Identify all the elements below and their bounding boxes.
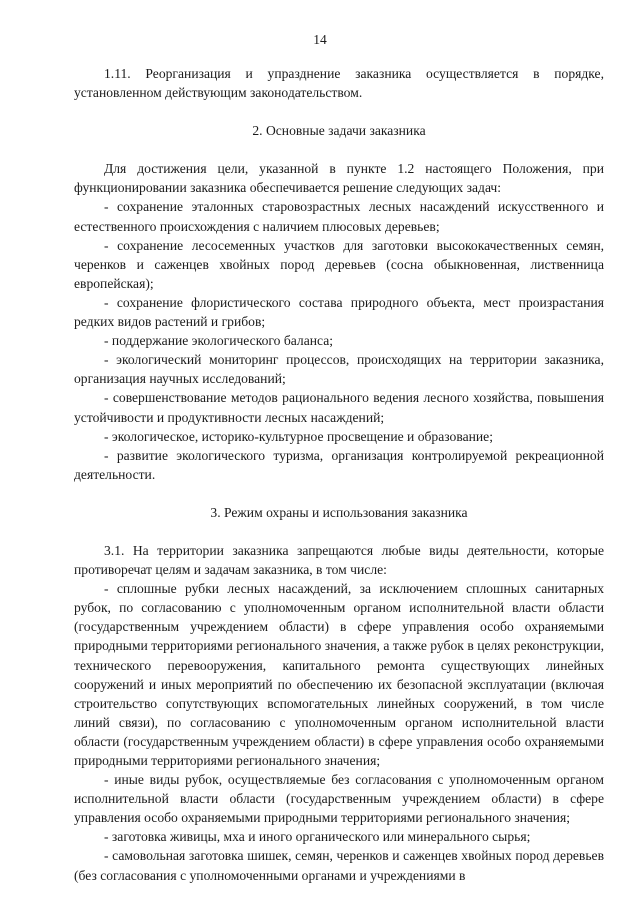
list-item: - экологический мониторинг процессов, происходящих на территории заказника, организация научных исследований; xyxy=(74,352,604,387)
list-item: - экологическое, историко-культурное просвещение и образование; xyxy=(104,428,493,444)
section-heading-3: 3. Режим охраны и использования заказника xyxy=(210,504,468,520)
paragraph-3-1: 3.1. На территории заказника запрещаются любые виды деятельности, которые противоречат целям и задачам заказника, в том числе: xyxy=(74,542,604,578)
list-item: - заготовка живицы, мха и иного органического или минерального сырья; xyxy=(104,829,531,845)
document-body xyxy=(74,64,604,885)
list-item: - иные виды рубок, осуществляемые без согласования с уполномоченным органом исполнительной власти области (государственным учреждением области) в сфере управления особо охраняемыми природными территориями регионального значения; xyxy=(74,772,604,826)
list-item: - поддержание экологического баланса; xyxy=(104,333,334,349)
list-item: - совершенствование методов рационального ведения лесного хозяйства, повышения устойчивости и продуктивности лесных насаждений; xyxy=(74,390,604,425)
list-item: - сохранение флористического состава природного объекта, мест произрастания редких видов растений и грибов; xyxy=(74,294,604,330)
list-item: - сохранение эталонных старовозрастных лесных насаждений искусственного и естественного происхождения с наличием плюсовых деревьев; xyxy=(74,199,604,234)
list-item: - сплошные рубки лесных насаждений, за исключением сплошных санитарных рубок, по согласованию с уполномоченным органом исполнительной власти области (государственным учреждением области) в сфере управления особо охраняемыми природными территориями регионального значения, а также рубок в целях реконструкции, технического перевооружения, капитального ремонта существующих линейных сооружений и иных мероприятий по обеспечению их безопасной эксплуатации (включая строительство сопутствующих вспомогательных линейных сооружений, в том числе линий связи), по согласованию с уполномоченным органом исполнительной власти области (государственным учреждением области) в сфере управления особо охраняемыми природными территориями регионального значения; xyxy=(74,581,604,768)
list-item: - самовольная заготовка шишек, семян, черенков и саженцев хвойных пород деревьев (без согласования с уполномоченными органами и учреждениями в xyxy=(74,848,604,883)
section-2-intro: Для достижения цели, указанной в пункте 1.2 настоящего Положения, при функционировании заказника обеспечивается решение следующих задач: xyxy=(74,161,604,196)
paragraph-1-11: 1.11. Реорганизация и упразднение заказника осуществляется в порядке, установленном действующим законодательством. xyxy=(74,66,604,101)
list-item: - развитие экологического туризма, организация контролируемой рекреационной деятельности. xyxy=(74,447,604,482)
section-heading-2: 2. Основные задачи заказника xyxy=(252,123,426,139)
list-item: - сохранение лесосеменных участков для заготовки высококачественных семян, черенков и саженцев хвойных пород деревьев (сосна обыкновенная, лиственница европейская); xyxy=(74,237,604,291)
page-number: 14 xyxy=(313,32,327,47)
